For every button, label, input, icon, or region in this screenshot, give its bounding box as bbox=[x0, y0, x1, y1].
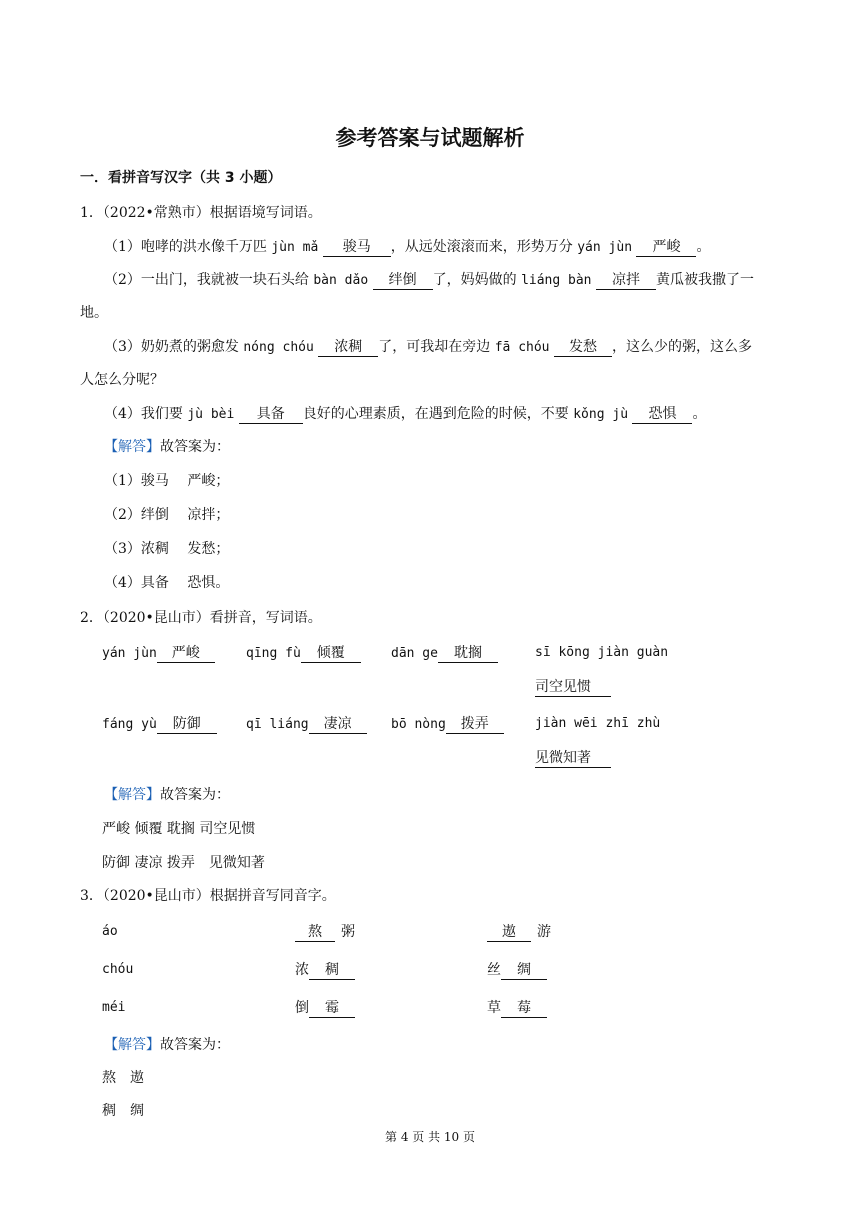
answer-blank: 司空见惯 bbox=[535, 678, 611, 697]
text: 。 bbox=[692, 406, 707, 422]
pinyin: jiàn wēi zhī zhù bbox=[535, 716, 661, 731]
q2-heading: 2．（2020•昆山市）看拼音，写词语。 bbox=[80, 610, 322, 626]
text: 黄瓜被我撒了一 bbox=[655, 272, 754, 288]
text: 倒 bbox=[295, 1000, 309, 1016]
pinyin: jù bèi bbox=[187, 407, 235, 422]
q2-answer-label bbox=[104, 785, 230, 805]
answer-blank: 凄凉 bbox=[309, 715, 367, 734]
answer-blank: 绊倒 bbox=[373, 271, 433, 290]
answer-blank: 浓稠 bbox=[318, 338, 378, 357]
q1-answer-line: （4）具备 恐惧。 bbox=[104, 575, 230, 591]
answer-tag: 【解答】 bbox=[104, 439, 160, 455]
text: 。 bbox=[696, 239, 711, 255]
pinyin: yán jùn bbox=[102, 646, 157, 661]
text: （2）一出门，我就被一块石头给 bbox=[104, 272, 314, 288]
q1-sentence-3 bbox=[104, 337, 752, 358]
q2-item bbox=[391, 714, 504, 735]
section-heading: 一．看拼音写汉字（共 3 小题） bbox=[80, 170, 282, 186]
q1-sentence-2-cont: 地。 bbox=[80, 305, 108, 321]
q1-sentence-2 bbox=[104, 270, 754, 291]
q3-blank-b bbox=[487, 960, 547, 980]
q2-item bbox=[535, 677, 611, 697]
q2-item bbox=[246, 643, 361, 664]
pinyin: méi bbox=[102, 1000, 126, 1015]
pinyin: bàn dǎo bbox=[313, 273, 369, 288]
pinyin: chóu bbox=[102, 962, 134, 977]
pinyin: fā chóu bbox=[494, 340, 550, 355]
q1-sentence-3-cont: 人怎么分呢？ bbox=[80, 372, 164, 388]
answer-intro: 故答案为： bbox=[160, 1037, 230, 1053]
q2-item bbox=[102, 714, 217, 735]
q1-answer-line: （1）骏马 严峻； bbox=[104, 473, 230, 489]
answer-blank: 绸 bbox=[501, 961, 547, 980]
answer-blank: 防御 bbox=[157, 715, 217, 734]
answer-blank: 倾覆 bbox=[301, 644, 361, 663]
pinyin: qī liáng bbox=[246, 717, 309, 732]
q1-answer-line: （2）绊倒 凉拌； bbox=[104, 507, 230, 523]
q2-answer-line: 严峻 倾覆 耽搁 司空见惯 bbox=[102, 821, 256, 837]
text: 草 bbox=[487, 1000, 501, 1016]
q3-answer-line: 熬 遨 bbox=[102, 1070, 144, 1086]
answer-blank: 凉拌 bbox=[596, 271, 656, 290]
pinyin: yán jùn bbox=[577, 240, 633, 255]
q2-item bbox=[535, 748, 611, 768]
q3-answer-line: 稠 绸 bbox=[102, 1103, 144, 1119]
text: 丝 bbox=[487, 962, 501, 978]
pinyin: fáng yù bbox=[102, 717, 157, 732]
q3-heading: 3．（2020•昆山市）根据拼音写同音字。 bbox=[80, 888, 336, 904]
answer-intro: 故答案为： bbox=[160, 787, 230, 803]
q3-blank-b bbox=[487, 998, 547, 1018]
text: ，这么少的粥，这么多 bbox=[611, 339, 752, 355]
q2-item bbox=[246, 714, 367, 735]
q3-blank-a bbox=[295, 960, 355, 980]
text: ，从远处滚滚而来，形势万分 bbox=[390, 239, 578, 255]
q1-sentence-1 bbox=[104, 237, 710, 258]
text: （3）奶奶煮的粥愈发 bbox=[104, 339, 244, 355]
text: 了，妈妈做的 bbox=[432, 272, 522, 288]
answer-blank: 恐惧 bbox=[632, 405, 692, 424]
pinyin: liáng bàn bbox=[521, 273, 592, 288]
answer-blank: 具备 bbox=[239, 405, 303, 424]
text: 游 bbox=[537, 924, 551, 940]
page-footer: 第 4 页 共 10 页 bbox=[385, 1130, 475, 1144]
text: （4）我们要 bbox=[104, 406, 188, 422]
q2-answer-line: 防御 凄凉 拨弄 见微知著 bbox=[102, 855, 265, 871]
answer-blank: 骏马 bbox=[323, 238, 391, 257]
answer-blank: 见微知著 bbox=[535, 749, 611, 768]
text: （1）咆哮的洪水像千万匹 bbox=[104, 239, 272, 255]
pinyin: dān ge bbox=[391, 646, 438, 661]
q3-answer-label bbox=[104, 1035, 230, 1055]
answer-blank: 严峻 bbox=[636, 238, 696, 257]
answer-blank: 稠 bbox=[309, 961, 355, 980]
page-title: 参考答案与试题解析 bbox=[335, 126, 525, 150]
answer-blank: 严峻 bbox=[157, 644, 215, 663]
q1-sentence-4 bbox=[104, 404, 706, 425]
pinyin: qīng fù bbox=[246, 646, 301, 661]
pinyin: bō nòng bbox=[391, 717, 446, 732]
answer-blank: 霉 bbox=[309, 999, 355, 1018]
pinyin: jùn mǎ bbox=[271, 240, 319, 255]
answer-blank: 遨 bbox=[487, 923, 531, 942]
q1-heading: 1．（2022•常熟市）根据语境写词语。 bbox=[80, 205, 322, 221]
answer-tag: 【解答】 bbox=[104, 787, 160, 803]
q3-blank-a bbox=[295, 998, 355, 1018]
q1-answer-label bbox=[104, 437, 230, 457]
pinyin: sī kōng jiàn guàn bbox=[535, 645, 669, 660]
answer-blank: 耽搁 bbox=[438, 644, 498, 663]
answer-blank: 拨弄 bbox=[446, 715, 504, 734]
q3-blank-b bbox=[487, 922, 551, 942]
q3-blank-a bbox=[295, 922, 355, 942]
answer-blank: 发愁 bbox=[554, 338, 612, 357]
text: 浓 bbox=[295, 962, 309, 978]
pinyin: nóng chóu bbox=[243, 340, 314, 355]
text: 良好的心理素质，在遇到危险的时候，不要 bbox=[302, 406, 574, 422]
answer-intro: 故答案为： bbox=[160, 439, 230, 455]
q2-item bbox=[102, 643, 215, 664]
answer-blank: 莓 bbox=[501, 999, 547, 1018]
pinyin: áo bbox=[102, 924, 118, 939]
answer-blank: 熬 bbox=[295, 923, 335, 942]
answer-tag: 【解答】 bbox=[104, 1037, 160, 1053]
text: 了，可我却在旁边 bbox=[378, 339, 495, 355]
text: 粥 bbox=[341, 924, 355, 940]
q1-answer-line: （3）浓稠 发愁； bbox=[104, 541, 230, 557]
pinyin: kǒng jù bbox=[573, 407, 629, 422]
q2-item bbox=[391, 643, 498, 664]
